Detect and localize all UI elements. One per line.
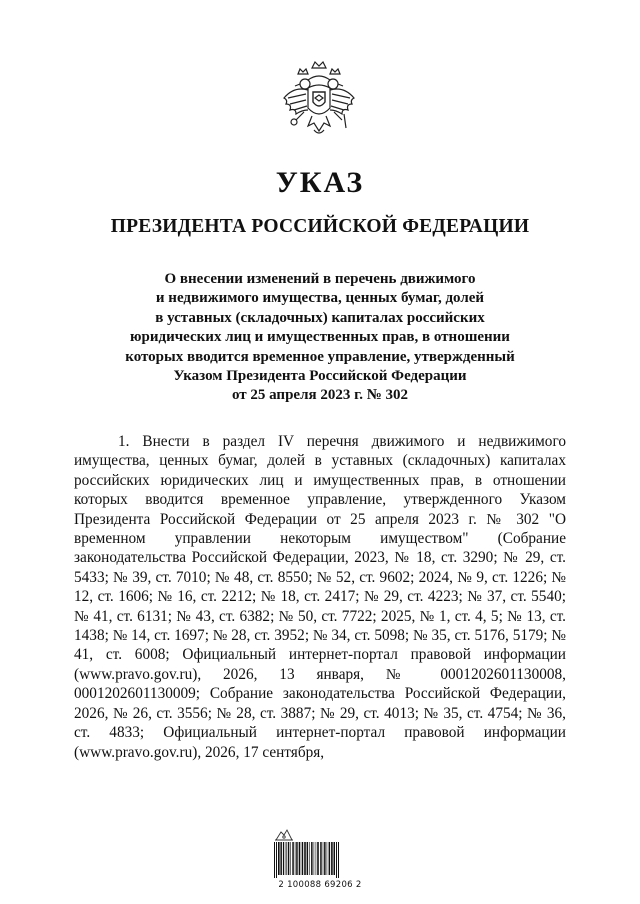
barcode-bar <box>296 842 298 875</box>
heading-line: от 25 апреля 2023 г. № 302 <box>231 387 409 404</box>
document-body <box>74 432 566 762</box>
barcode-bar <box>317 842 319 875</box>
heading-line: Указом Президента Российской Федерации <box>173 368 467 385</box>
barcode-number: 2 100088 69206 2 <box>278 880 362 890</box>
barcode-block <box>270 826 370 892</box>
barcode-bar <box>302 842 304 875</box>
barcode-bar <box>274 842 275 878</box>
heading-line: в уставных (складочных) капиталах российских <box>155 309 485 326</box>
barcode-bar <box>327 842 328 875</box>
barcode-bar <box>278 842 280 875</box>
barcode-bar <box>331 842 333 875</box>
paragraph-1: 1. Внести в раздел IV перечня движимого и недвижимого имущества, ценных бумаг, долей в уставных (складочных) капиталах российских юридических лиц и имущественных прав, в отношении которых вводится временное управление, утвержденного Указом Президента Российской Федерации от 25 апреля 2023 г. № 302 "О временном управлении некоторым имуществом" (Собрание законодательства Российской Федерации, 2023, № 18, ст. 3290; № 29, ст. 5433; № 39, ст. 7010; № 48, ст. 8550; № 52, ст. 9602; 2024, № 9, ст. 1226; № 12, ст. 1606; № 16, ст. 2212; № 18, ст. 2417; № 29, ст. 4223; № 37, ст. 5540; № 41, ст. 6131; № 43, ст. 6382; № 50, ст. 7722; 2025, № 1, ст. 4, 5; № 13, ст. 1438; № 14, ст. 1697; № 28, ст. 3952; № 34, ст. 5098; № 35, ст. 5176, 5179; № 41, ст. 6008; Официальный интернет-портал правовой информации (www.pravo.gov.ru), 2026, 13 января, № 0001202601130008, 0001202601130009; Собрание законодательства Российской Федерации, 2026, № 26, ст. 3556; № 28, ст. 3887; № 29, ст. 4013; № 35, ст. 4754; № 36, ст. 4833; Официальный интернет-портал правовой информации (www.pravo.gov.ru), 2026, 17 сентября, <box>74 433 566 761</box>
barcode-bar <box>288 842 290 875</box>
document-title: УКАЗ <box>275 166 365 199</box>
heading-line: юридических лиц и имущественных прав, в отношении <box>130 329 510 346</box>
barcode-bar <box>290 842 291 875</box>
barcode-bar <box>285 842 286 875</box>
barcode-bar <box>334 842 336 875</box>
document-heading <box>118 270 522 406</box>
document-subtitle: ПРЕЗИДЕНТА РОССИЙСКОЙ ФЕДЕРАЦИИ <box>110 216 530 237</box>
heading-line: которых вводится временное управление, утвержденный <box>125 348 515 365</box>
barcode-bar <box>283 842 284 875</box>
barcode-bar <box>320 842 322 875</box>
barcode-bar <box>336 842 337 878</box>
barcode-bar <box>324 842 326 875</box>
barcode-bar <box>304 842 306 875</box>
barcode-bar <box>311 842 313 875</box>
barcode-bar <box>280 842 282 875</box>
barcode-bar <box>286 842 287 875</box>
barcode-bar <box>276 842 277 878</box>
coat-of-arms-icon <box>274 58 364 146</box>
barcode-bar <box>292 842 294 875</box>
heading-line: О внесении изменений в перечень движимого <box>164 271 476 287</box>
barcode-bar <box>309 842 310 875</box>
barcode-bar <box>338 842 339 878</box>
barcode-bar <box>329 842 331 875</box>
barcode-bar <box>299 842 301 875</box>
barcode-bar <box>316 842 317 875</box>
barcode-bar <box>295 842 296 875</box>
barcode-bar <box>307 842 309 875</box>
barcode-icon <box>270 842 370 878</box>
barcode-bar <box>323 842 324 875</box>
heading-line: и недвижимого имущества, ценных бумаг, долей <box>155 290 485 307</box>
barcode-bar <box>314 842 315 875</box>
